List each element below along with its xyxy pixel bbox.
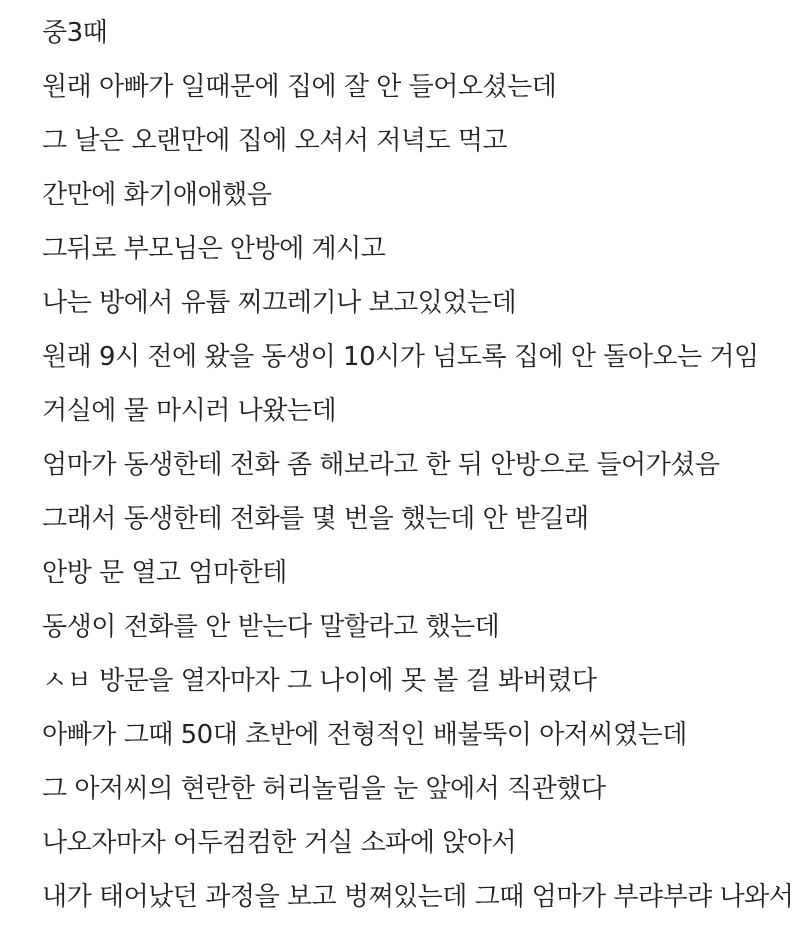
text-line: 간만에 화기애애했음 <box>42 180 272 210</box>
text-line: 그래서 동생한테 전화를 몇 번을 했는데 안 받길래 <box>42 504 589 534</box>
text-line: 거실에 물 마시러 나왔는데 <box>42 396 337 426</box>
text-line: 그뒤로 부모님은 안방에 계시고 <box>42 234 386 264</box>
text-line: 안방 문 열고 엄마한테 <box>42 558 287 588</box>
text-line: 동생이 전화를 안 받는다 말할라고 했는데 <box>42 612 500 642</box>
text-line: 원래 아빠가 일때문에 집에 잘 안 들어오셨는데 <box>42 72 557 102</box>
document-body <box>42 10 792 928</box>
text-line: 원래 9시 전에 왔을 동생이 10시가 넘도록 집에 안 돌아오는 거임 <box>42 342 759 372</box>
text-line: 나는 방에서 유튭 찌끄레기나 보고있었는데 <box>42 288 517 318</box>
text-line: 그 아저씨의 현란한 허리놀림을 눈 앞에서 직관했다 <box>42 774 606 804</box>
text-line: 중3때 <box>42 18 108 48</box>
text-line: 엄마가 동생한테 전화 좀 해보라고 한 뒤 안방으로 들어가셨음 <box>42 450 720 480</box>
text-line: 아빠가 그때 50대 초반에 전형적인 배불뚝이 아저씨였는데 <box>42 720 687 750</box>
text-line: 나오자마자 어두컴컴한 거실 소파에 앉아서 <box>42 828 517 858</box>
text-line: ㅅㅂ 방문을 열자마자 그 나이에 못 볼 걸 봐버렸다 <box>42 666 597 696</box>
text-line: 그 날은 오랜만에 집에 오셔서 저녁도 먹고 <box>42 126 508 156</box>
text-line: 내가 태어났던 과정을 보고 벙쪄있는데 그때 엄마가 부랴부랴 나와서 <box>42 882 794 912</box>
